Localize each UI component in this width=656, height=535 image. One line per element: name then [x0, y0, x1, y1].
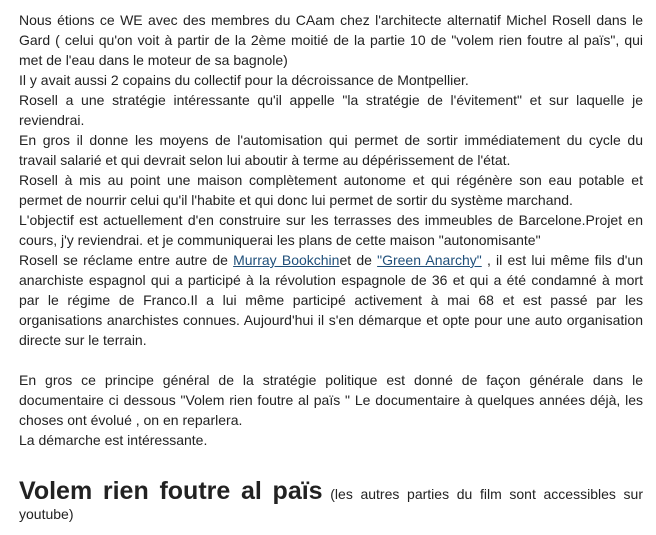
paragraph-strategie: Rosell a une stratégie intéressante qu'il appelle "la stratégie de l'évitement" et sur laquelle je reviendrai. — [19, 92, 643, 128]
paragraph-visit: Nous étions ce WE avec des membres du CAam chez l'architecte alternatif Michel Rosell dans le Gard ( celui qu'on voit à partir de la 2ème moitié de la partie 10 de "volem rien foutre al païs", qui met de l'eau dans le moteur de sa bagnole) — [19, 12, 643, 68]
video-title: Volem rien foutre al païs — [19, 477, 323, 505]
paragraph-copains: Il y avait aussi 2 copains du collectif pour la décroissance de Montpellier. — [19, 72, 469, 88]
murray-bookchin-link[interactable]: Murray Bookchin — [233, 252, 340, 268]
paragraph-references — [19, 250, 643, 350]
video-heading — [19, 478, 643, 524]
paragraph-objectif: L'objectif est actuellement d'en construire sur les terrasses des immeubles de Barcelone.Projet en cours, j'y reviendrai. et je communiquerai les plans de cette maison "autonomisante" — [19, 212, 643, 248]
green-anarchy-link[interactable]: "Green Anarchy" — [377, 252, 482, 268]
references-text-after: , il est lui même fils d'un anarchiste espagnol qui a participé à la révolution espagnole de 36 et qui a été condamné à mort par le régime de Franco.Il a lui même participé activement à mai 68 et est passé par les organisations anarchistes connues. Aujourd'hui il s'en démarque et opte pour une auto organisation directe sur le terrain. — [19, 252, 643, 348]
references-text-mid: et de — [339, 252, 378, 268]
paragraph-demarche: La démarche est intéressante. — [19, 432, 208, 448]
article-body — [19, 10, 643, 524]
paragraph-spacer — [19, 350, 643, 370]
video-subtitle: (les autres parties du film sont accessibles sur youtube) — [19, 486, 643, 522]
references-text-before: Rosell se réclame entre autre de — [19, 252, 234, 268]
paragraph-documentaire: En gros ce principe général de la stratégie politique est donné de façon générale dans le documentaire ci dessous "Volem rien foutre al païs " Le documentaire à quelques années déjà, les choses ont évolué , on en reparlera. — [19, 372, 643, 428]
paragraph-automisation: En gros il donne les moyens de l'automisation qui permet de sortir immédiatement du cycle du travail salarié et qui devrait selon lui aboutir à terme au dépérissement de l'état. — [19, 132, 643, 168]
paragraph-maison: Rosell à mis au point une maison complètement autonome et qui régénère son eau potable et permet de nourrir celui qu'il l'habite et qui donc lui permet de sortir du système marchand. — [19, 172, 643, 208]
